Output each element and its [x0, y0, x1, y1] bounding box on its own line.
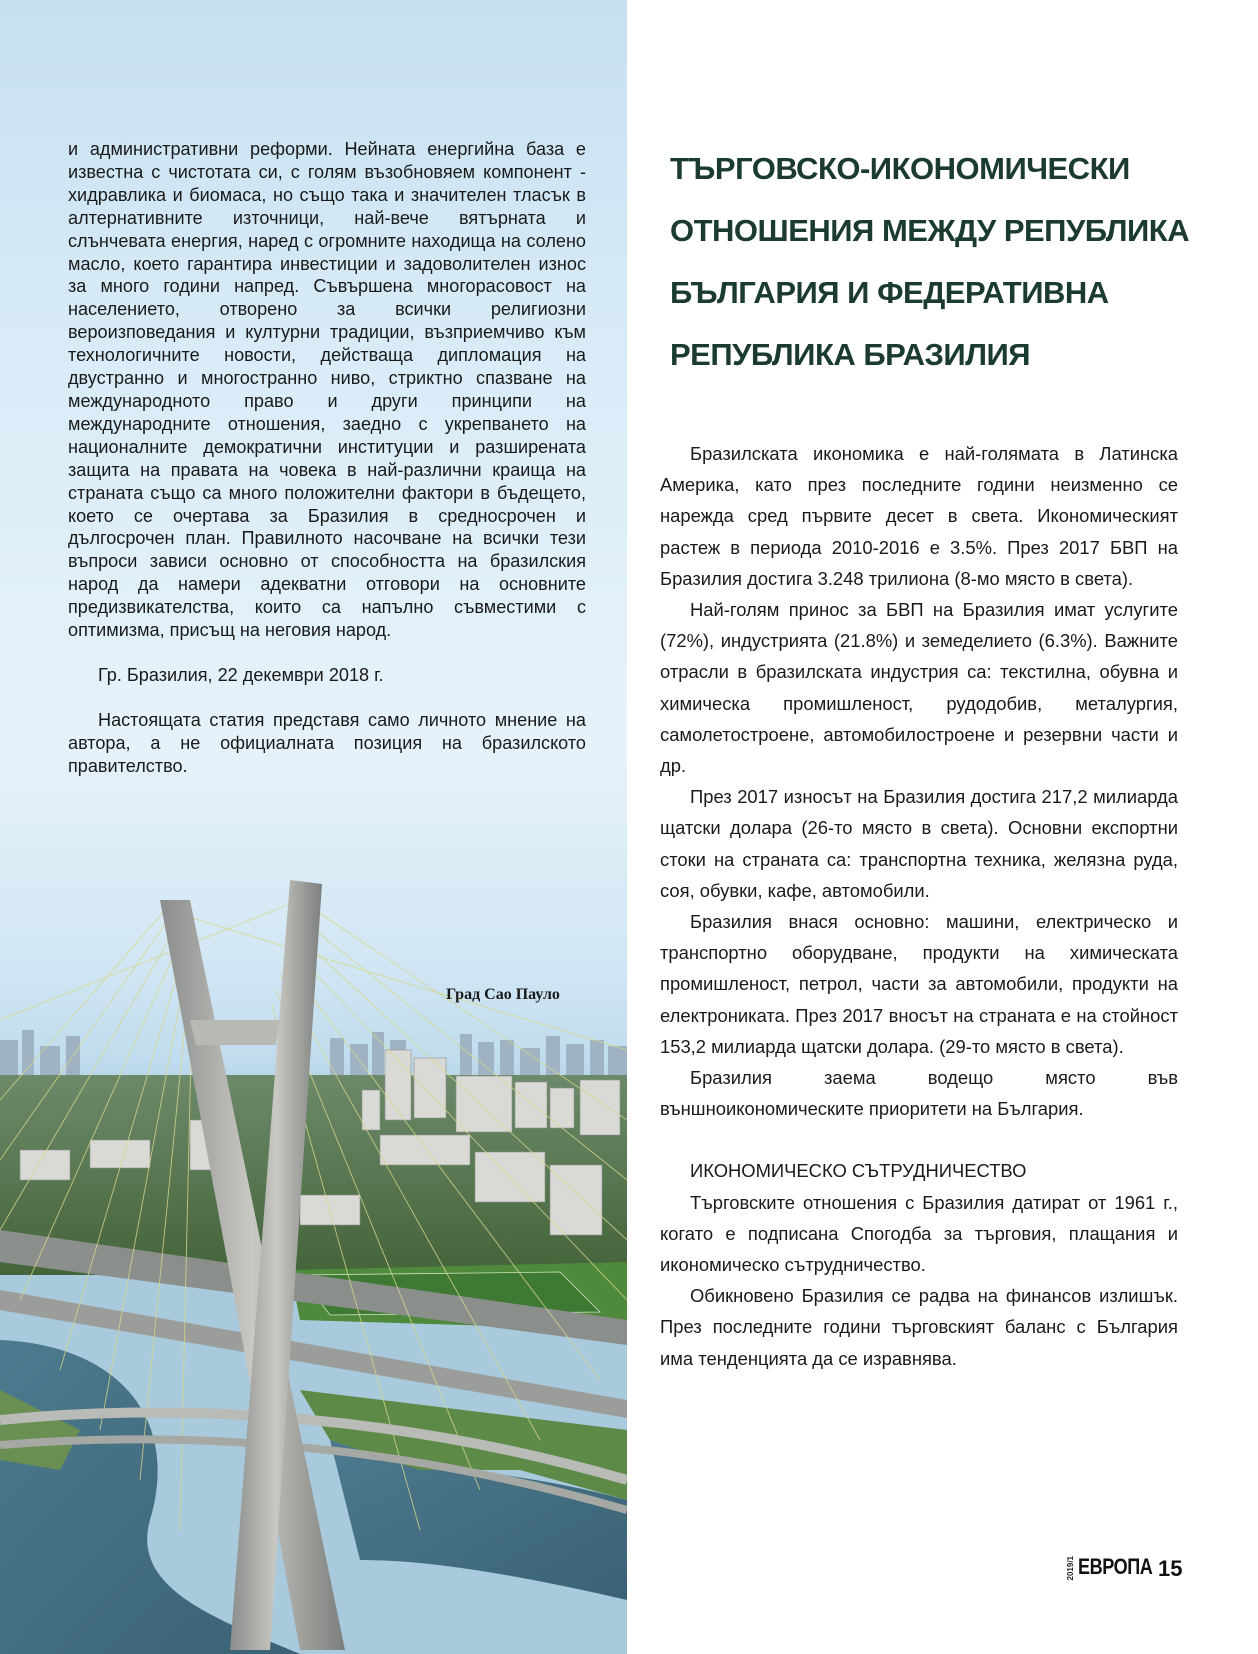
article-heading	[670, 138, 1200, 386]
issue-year: 2019/1	[1066, 1555, 1075, 1580]
body-paragraph: Бразилия внася основно: машини, електрическо и транспортно оборудване, продукти на химическата промишленост, петрол, части за автомобили, продукти на електрониката. През 2017 вносът на страната е на стойност 153,2 милиарда щатски долара. (29-то място в света).	[660, 911, 1178, 1057]
body-paragraph: Бразилия заема водещо място във външноикономическите приоритети на България.	[660, 1067, 1178, 1120]
magazine-logo	[1066, 1554, 1169, 1580]
heading-line: ОТНОШЕНИЯ МЕЖДУ РЕПУБЛИКА	[670, 213, 1190, 248]
body-paragraph: Най-голям принос за БВП на Бразилия имат услугите (72%), индустрията (21.8%) и земеделието (6.3%). Важните отрасли в бразилската индустрия са: текстилна, обувна и химическа промишленост, рудодобив, металургия, самолетостроене, автомобилостроене и резервни части и др.	[660, 599, 1178, 777]
heading-line: РЕПУБЛИКА БРАЗИЛИЯ	[670, 337, 1031, 372]
body-paragraph: Обикновено Бразилия се радва на финансов излишък. През последните години търговският баланс с България има тенденцията да се изравнява.	[660, 1285, 1178, 1369]
left-panel	[0, 0, 627, 1654]
body-paragraph: Търговските отношения с Бразилия датират от 1961 г., когато е подписана Спогодба за търговия, плащания и икономическо сътрудничество.	[660, 1191, 1178, 1276]
heading-line: ТЪРГОВСКО-ИКОНОМИЧЕСКИ	[670, 151, 1130, 186]
left-column-text	[68, 138, 586, 778]
author-disclaimer: Настоящата статия представя само личното мнение на автора, а не официалната позиция на бразилското правителство.	[68, 709, 586, 776]
magazine-name: ЕВРОПА	[1078, 1554, 1153, 1579]
section-subheading: ИКОНОМИЧЕСКО СЪТРУДНИЧЕСТВО	[690, 1160, 1027, 1182]
place-date-line: Гр. Бразилия, 22 декември 2018 г.	[98, 664, 384, 685]
body-paragraph: Бразилската икономика е най-голямата в Латинска Америка, като през последните години неизменно се нарежда сред първите десет в света. Икономическият растеж в периода 2010-2016 е 3.5%. През 2017 БВП на Бразилия достига 3.248 трилиона (8-мо място в света).	[660, 443, 1178, 589]
photo-caption: Град Сао Пауло	[446, 986, 560, 1003]
page-number: 15	[1158, 1556, 1183, 1581]
heading-line: БЪЛГАРИЯ И ФЕДЕРАТИВНА	[670, 275, 1109, 310]
article-body	[660, 438, 1178, 1374]
body-paragraph: През 2017 износът на Бразилия достига 217,2 милиарда щатски долара (26-то място в света). Основни експортни стоки на страната са: транспортна техника, желязна руда, соя, обувки, кафе, автомобили.	[660, 786, 1178, 901]
left-paragraph: и административни реформи. Нейната енергийна база е известна с чистотата си, с голям възобновяем компонент - хидравлика и биомаса, но също така и значителен тласък в алтернативните източници, най-вече вятърната и слънчевата енергия, наред с огромните находища на солено масло, което гарантира инвестиции и задоволителен износ за много години напред. Съвършена многорасовост на населението, отворено за всички религиозни вероизповедания и културни традиции, възприемчиво към технологичните новости, действаща дипломация на двустранно и многостранно ниво, стриктно спазване на международното право и други принципи на международните отношения, заедно с укрепването на националните демократични институции и разширената защита на правата на човека в най-различни краища на страната също са много положителни фактори в бъдещето, което се очертава за Бразилия в средносрочен и дългосрочен план. Правилното насочване на всички тези въпроси зависи основно от способността на бразилския народ да намери адекватни отговори на основните предизвикателства, които са напълно съвместими с оптимизма, присъщ на неговия народ.	[68, 139, 586, 641]
